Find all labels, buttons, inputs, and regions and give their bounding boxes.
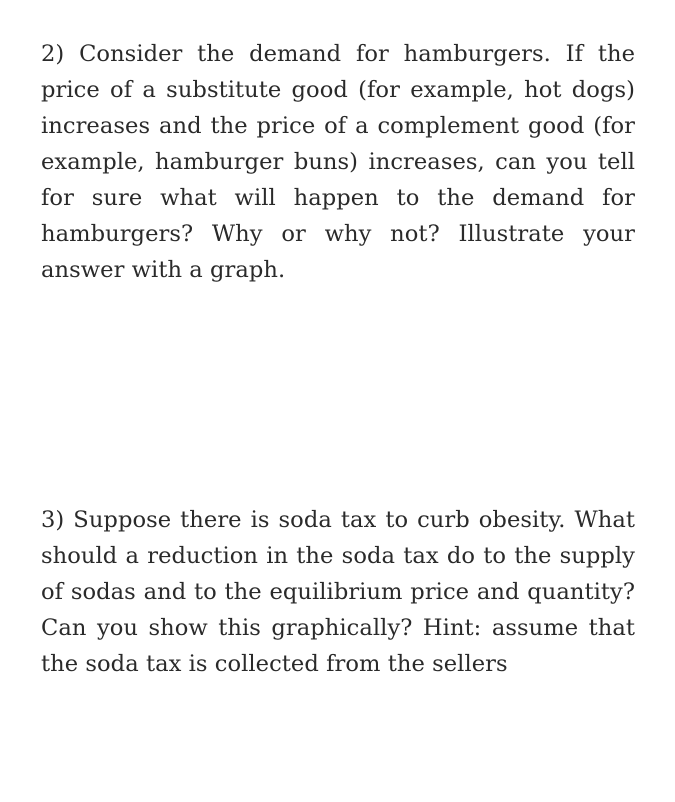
question-2-text: 2) Consider the demand for hamburgers. If the price of a substitute good (for example, hot dogs) increases and the price of a complement good (for example, hamburger buns) increases, can you tell for sure what will happen to the demand for hamburgers? Why or why not? Illustrate your answer with a graph. (41, 41, 635, 283)
question-3-text: 3) Suppose there is soda tax to curb obesity. What should a reduction in the soda tax do to the supply of sodas and to the equilibrium price and quantity? Can you show this graphically? Hint: assume that the soda tax is collected from the sellers (41, 507, 635, 677)
